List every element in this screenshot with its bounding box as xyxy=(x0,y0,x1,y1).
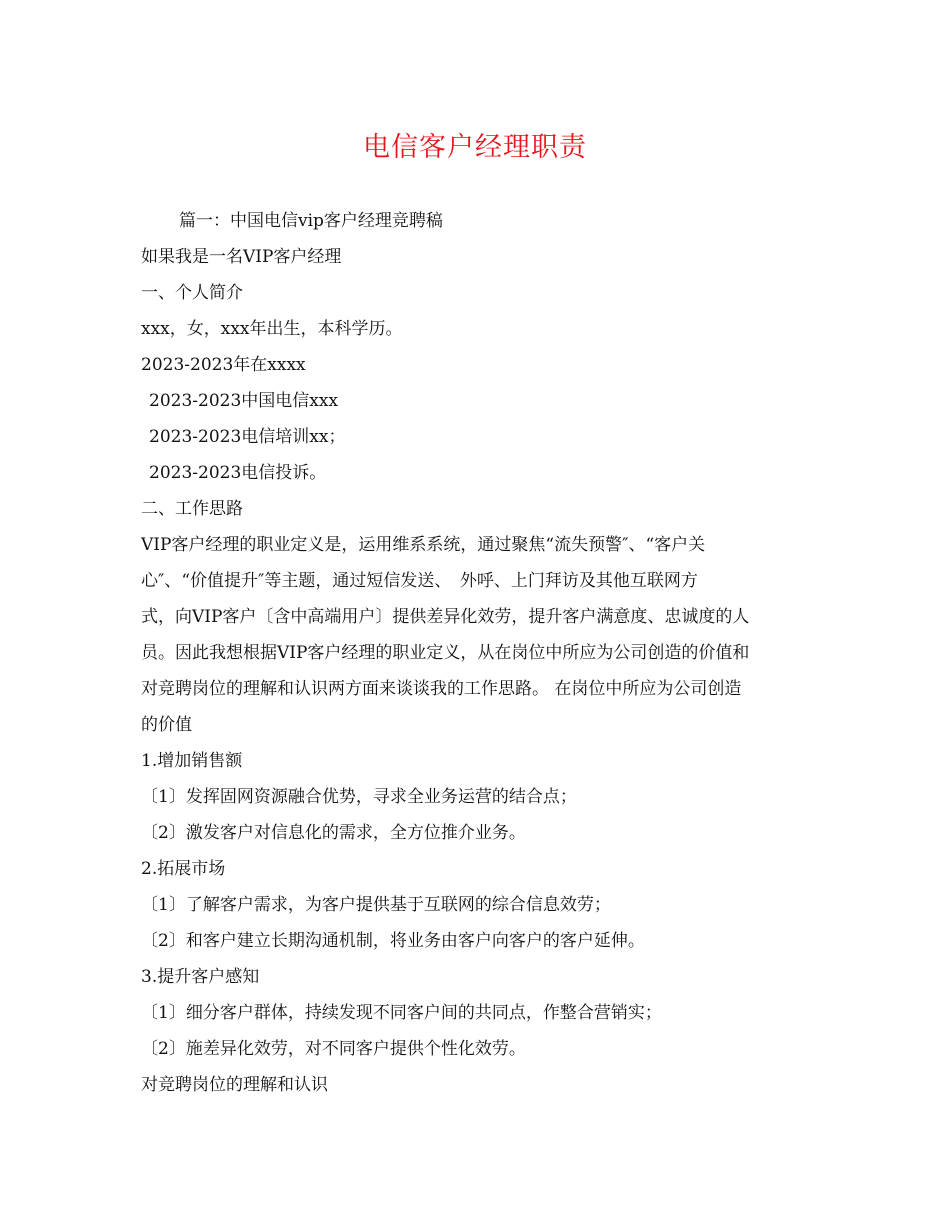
document-body xyxy=(141,203,821,1103)
history-line: 2023-2023电信培训xx； xyxy=(149,427,346,447)
profile-line: xxx，女，xxx年出生，本科学历。 xyxy=(141,319,403,339)
intro-line: 如果我是一名VIP客户经理 xyxy=(141,247,342,267)
item1-point: 〔2〕激发客户对信息化的需求，全方位推介业务。 xyxy=(141,823,526,843)
document-title: 电信客户经理职责 xyxy=(363,132,587,163)
item3-heading: 3.提升客户感知 xyxy=(141,967,260,987)
history-line: 2023-2023年在xxxx xyxy=(141,355,306,375)
part1-heading: 一、个人简介 xyxy=(141,283,243,303)
paragraph-line: 心″、“价值提升″等主题，通过短信发送、 外呼、上门拜访及其他互联网方 xyxy=(141,571,698,591)
item2-heading: 2.拓展市场 xyxy=(141,859,226,879)
item1-heading: 1.增加销售额 xyxy=(141,751,243,771)
history-line: 2023-2023电信投诉。 xyxy=(149,463,327,483)
item3-point: 〔2〕施差异化效劳，对不同客户提供个性化效劳。 xyxy=(141,1039,526,1059)
paragraph-line: 对竞聘岗位的理解和认识两方面来谈谈我的工作思路。 在岗位中所应为公司创造 xyxy=(141,679,742,699)
history-line: 2023-2023中国电信xxx xyxy=(149,391,339,411)
item2-point: 〔2〕和客户建立长期沟通机制，将业务由客户向客户的客户延伸。 xyxy=(141,931,645,951)
item3-point: 〔1〕细分客户群体，持续发现不同客户间的共同点，作整合营销实； xyxy=(141,1003,662,1023)
part2-heading: 二、工作思路 xyxy=(141,499,243,519)
section-heading: 篇一：中国电信vip客户经理竞聘稿 xyxy=(179,211,443,231)
paragraph-line: 的价值 xyxy=(141,715,192,735)
closing-line: 对竞聘岗位的理解和认识 xyxy=(141,1075,328,1095)
paragraph-line: VIP客户经理的职业定义是，运用维系系统，通过聚焦“流失预警″、“客户关 xyxy=(141,535,706,555)
paragraph-line: 式，向VIP客户〔含中高端用户〕提供差异化效劳，提升客户满意度、忠诚度的人 xyxy=(141,607,750,627)
paragraph-line: 员。因此我想根据VIP客户经理的职业定义，从在岗位中所应为公司创造的价值和 xyxy=(141,643,750,663)
item2-point: 〔1〕了解客户需求，为客户提供基于互联网的综合信息效劳； xyxy=(141,895,611,915)
item1-point: 〔1〕发挥固网资源融合优势，寻求全业务运营的结合点； xyxy=(141,787,577,807)
